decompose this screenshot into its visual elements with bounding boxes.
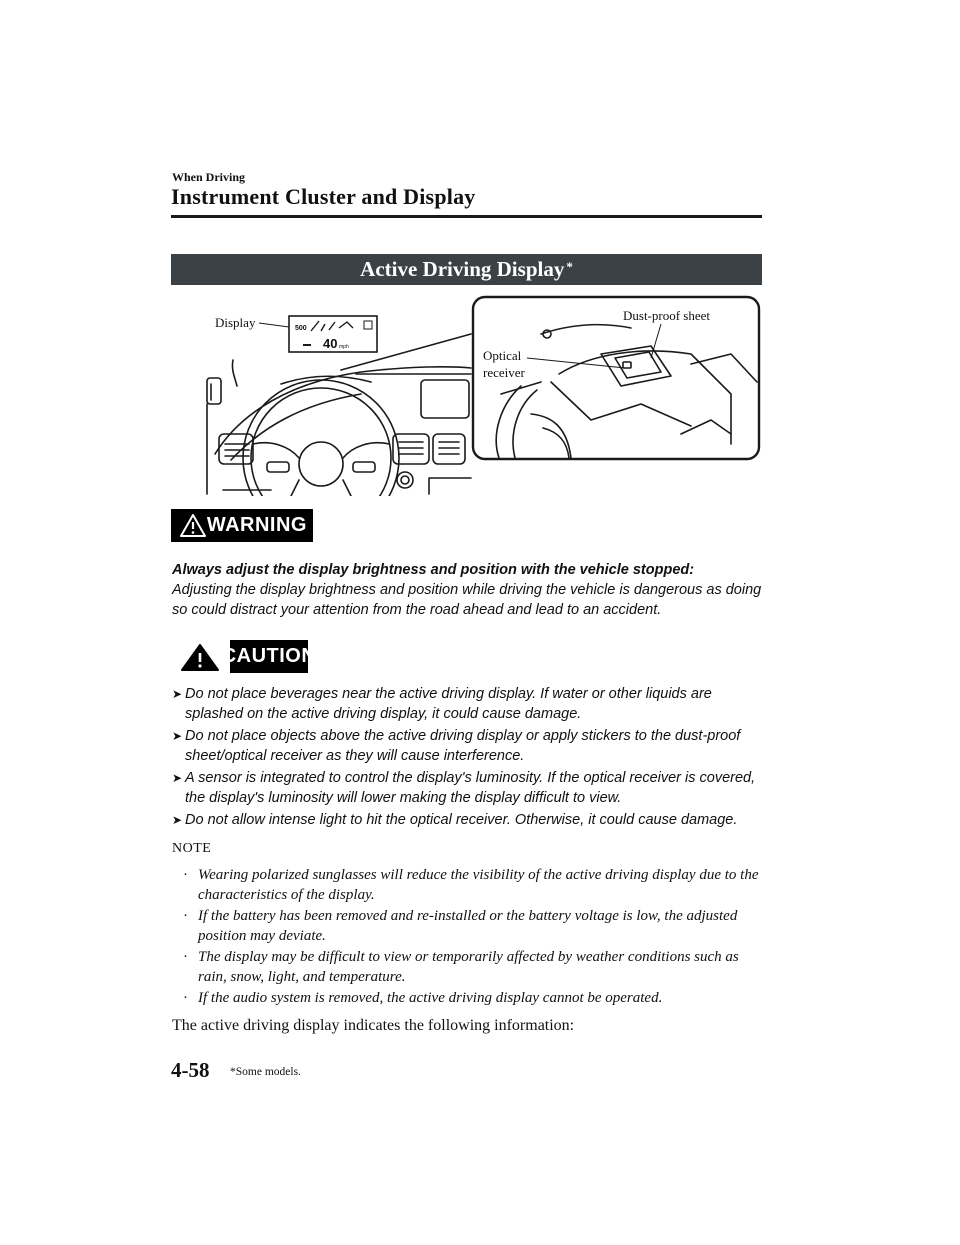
caution-item <box>172 726 767 766</box>
warning-body: Adjusting the display brightness and position while driving the vehicle is dangerous as doing so could distract your attention from the road ahead and lead to an accident. <box>172 582 762 618</box>
note-item-text: Wearing polarized sunglasses will reduce the visibility of the active driving display due to the characteristics of the display. <box>198 867 759 903</box>
bullet-dot-icon: · <box>183 867 188 883</box>
caution-item-text: A sensor is integrated to control the display's luminosity. If the optical receiver is covered, the display's luminosity will lower making the display difficult to view. <box>185 770 756 806</box>
hud-speed-unit: mph <box>339 344 349 350</box>
footnote: *Some models. <box>230 1066 301 1078</box>
callout-display: Display <box>215 315 256 330</box>
warning-label <box>171 509 313 542</box>
page-number: 4-58 <box>171 1058 210 1082</box>
caution-triangle-icon <box>172 640 228 673</box>
note-label: NOTE <box>172 841 212 856</box>
note-list <box>182 866 762 1011</box>
caution-item <box>172 810 767 830</box>
arrow-bullet-icon: ➤ <box>172 771 183 785</box>
page-title: Instrument Cluster and Display <box>171 184 476 209</box>
callout-dust-proof-sheet: Dust-proof sheet <box>623 308 711 323</box>
caution-item-text: Do not place beverages near the active driving display. If water or other liquids are splashed on the active driving display, it could cause damage. <box>185 686 712 722</box>
arrow-bullet-icon: ➤ <box>172 687 183 701</box>
caution-item-text: Do not place objects above the active driving display or apply stickers to the dust-proof sheet/optical receiver as they will cause interference. <box>185 728 741 764</box>
dashboard-illustration <box>171 294 762 496</box>
arrow-bullet-icon: ➤ <box>172 813 183 827</box>
bullet-dot-icon: · <box>183 990 188 1006</box>
warning-triangle-icon <box>179 513 207 538</box>
note-item <box>182 907 762 946</box>
callout-optical: Optical <box>483 348 522 363</box>
section-label: When Driving <box>172 170 246 184</box>
bullet-dot-icon: · <box>183 908 188 924</box>
section-heading-text: Active Driving Display <box>360 257 565 281</box>
title-rule <box>171 215 762 218</box>
hud-distance: 500 <box>295 325 307 332</box>
note-item <box>182 989 762 1009</box>
caution-item-text: Do not allow intense light to hit the optical receiver. Otherwise, it could cause damage. <box>185 812 738 828</box>
bullet-dot-icon: · <box>183 949 188 965</box>
caution-list <box>172 684 767 832</box>
closing-text: The active driving display indicates the following information: <box>172 1017 575 1034</box>
caution-label: CAUTION <box>230 640 308 673</box>
hud-speed: 40 <box>323 336 338 351</box>
note-item-text: If the battery has been removed and re-installed or the battery voltage is low, the adjusted position may deviate. <box>198 908 738 944</box>
arrow-bullet-icon: ➤ <box>172 729 183 743</box>
caution-item <box>172 768 767 808</box>
caution-item <box>172 684 767 724</box>
section-heading <box>171 254 762 285</box>
some-models-asterisk: * <box>566 258 573 274</box>
note-item-text: The display may be difficult to view or temporarily affected by weather conditions such as rain, snow, light, and temperature. <box>198 949 739 985</box>
warning-heading: Always adjust the display brightness and position with the vehicle stopped: <box>172 562 695 578</box>
note-item <box>182 948 762 987</box>
note-item <box>182 866 762 905</box>
callout-receiver: receiver <box>483 365 525 380</box>
warning-label-text: WARNING <box>206 514 307 536</box>
note-item-text: If the audio system is removed, the active driving display cannot be operated. <box>198 990 663 1006</box>
